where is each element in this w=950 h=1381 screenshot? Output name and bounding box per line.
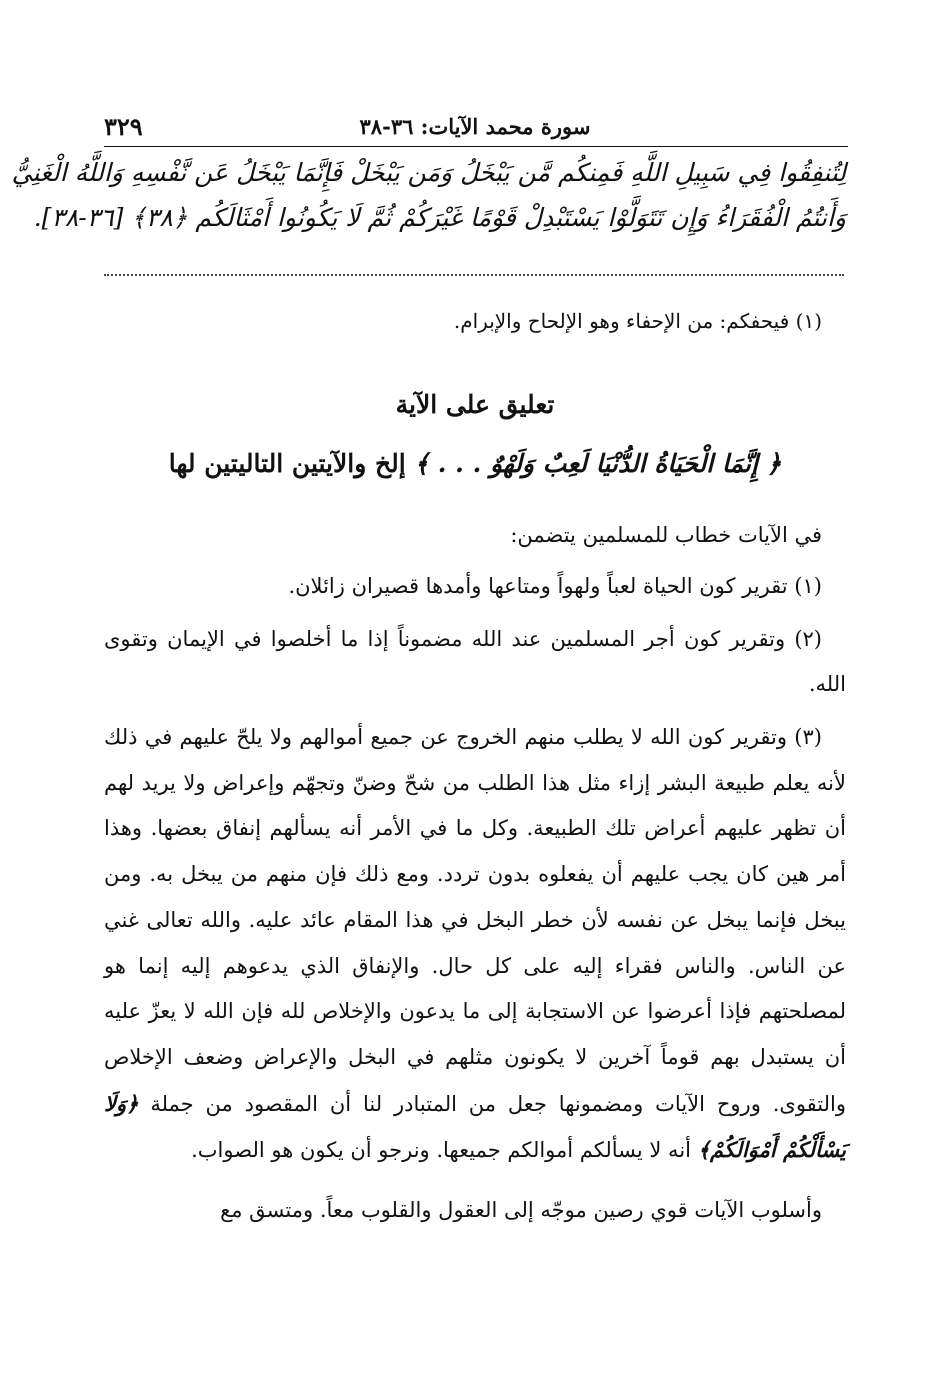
point-3-text: (٣) وتقرير كون الله لا يطلب منهم الخروج عن جميع أموالهم ولا يلحّ عليهم في ذلك لأنه يعلم طبيعة البشر إزاء مثل هذا الطلب من شحّ وضنّ وتجهّم وإعراض ولا يريد لهم أن تظهر عليهم أعراض تلك الطبيعة. وكل ما في الأمر أنه يسألهم إنفاق بعضها. وهذا أمر هين كان يجب عليهم أن يفعلوه بدون تردد. ومع ذلك فإن منهم من يبخل به. ومن يبخل فإنما يبخل عن نفسه لأن خطر البخل في هذا المقام عائد عليه. والله تعالى غني عن الناس. والناس فقراء إليه على كل حال. والإنفاق الذي يدعوهم إليه إنما هو لمصلحتهم فإذا أعرضوا عن الاستجابة إلى ما يدعون والإخلاص لله فإن الله لا يعزّ عليه أن يستبدل بهم قوماً آخرين لا يكونون مثلهم في البخل والإعراض وضعف الإخلاص والتقوى. وروح الآيات ومضمونها جعل من المتبادر لنا أن المقصود من جملة [104, 725, 847, 1116]
point-1-paragraph: (١) تقرير كون الحياة لعباً ولهواً ومتاعها وأمدها قصيران زائلان. [288, 574, 822, 598]
page-number: ٣٢٩ [104, 112, 143, 141]
point-2-paragraph: (٢) وتقرير كون أجر المسلمين عند الله مضموناً إذا ما أخلصوا في الإيمان وتقوى الله. [104, 627, 846, 696]
closing-paragraph: وأسلوب الآيات قوي رصين موجّه إلى العقول والقلوب معاً. ومتسق مع [220, 1198, 822, 1223]
running-title: سورة محمد الآيات: ٣٦-٣٨ [359, 114, 591, 139]
commentary-body [104, 513, 846, 1241]
quran-excerpt [11, 150, 846, 240]
verse-reference [104, 449, 846, 478]
quran-line: وَأَنتُمُ الْفُقَرَاءُ وَإِن تَتَوَلَّوْا يَسْتَبْدِلْ قَوْمًا غَيْرَكُمْ ثُمَّ لَا يَكُونُوا أَمْثَالَكُم ﴿٣٨﴾ [٣٦-٣٨]. [33, 203, 846, 232]
point-3-paragraph [104, 715, 846, 1174]
verse-reference-text: إلخ والآيتين التاليتين لها [168, 449, 406, 478]
point-3-text-end: أنه لا يسألكم أموالكم جميعها. ونرجو أن يكون هو الصواب. [191, 1138, 691, 1163]
verse-quote: ﴿ إِنَّمَا الْحَيَاةُ الدُّنْيَا لَعِبٌ وَلَهْوٌ . . . ﴾ [414, 449, 782, 478]
footnote-separator [104, 274, 844, 276]
inline-quran-quote: ﴿وَلَا يَسْأَلْكُمْ أَمْوَالَكُمْ﴾ [104, 1090, 846, 1163]
running-head [104, 112, 846, 146]
section-heading: تعليق على الآية [395, 390, 555, 419]
footnote: (١) فيحفكم: من الإحفاء وهو الإلحاح والإبرام. [453, 309, 822, 333]
quran-line: لِتُنفِقُوا فِي سَبِيلِ اللَّهِ فَمِنكُم مَّن يَبْخَلُ وَمَن يَبْخَلْ فَإِنَّمَا يَبْخَلُ عَن نَّفْسِهِ وَاللَّهُ الْغَنِيُّ [11, 158, 846, 187]
header-rule [104, 146, 848, 147]
intro-paragraph: في الآيات خطاب للمسلمين يتضمن: [510, 523, 822, 547]
